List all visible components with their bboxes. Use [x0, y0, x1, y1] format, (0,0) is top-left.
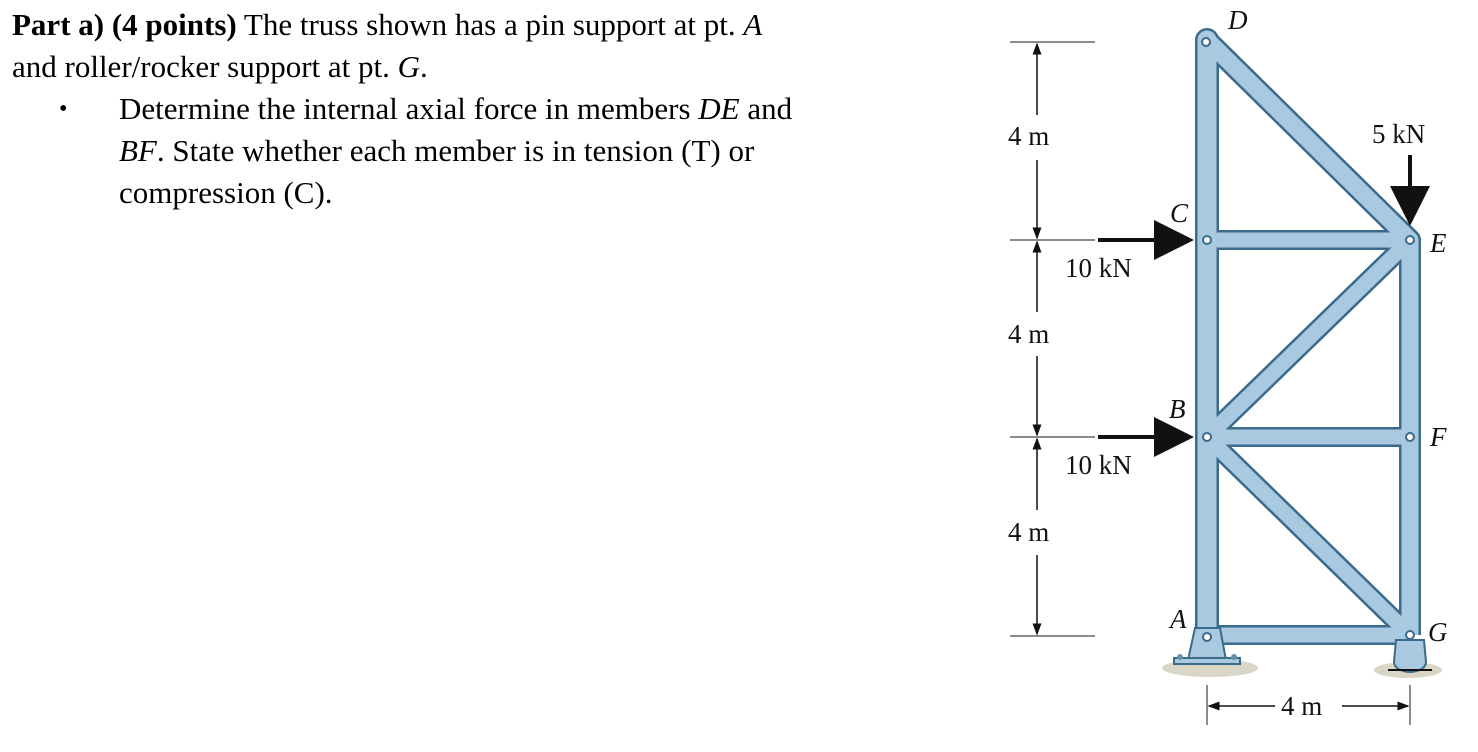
dim-label-seg2: 4 m	[1008, 319, 1050, 349]
point-a-ref: A	[743, 7, 763, 42]
dim-label-seg1: 4 m	[1008, 121, 1050, 151]
point-g-ref: G	[397, 49, 421, 84]
joint-label-e: E	[1430, 228, 1447, 258]
task-text-3: . State whether each member is in tension (T) or compression (C).	[119, 133, 755, 210]
intro-text-2: and roller/rocker support at pt.	[12, 49, 398, 84]
task-text-2: and	[739, 91, 793, 126]
pin-b	[1203, 433, 1211, 441]
intro-text-3: .	[420, 49, 428, 84]
load-label-c: 10 kN	[1065, 253, 1132, 283]
member-bg-fill	[1207, 437, 1410, 635]
load-label-b: 10 kN	[1065, 450, 1132, 480]
pin-g	[1406, 631, 1414, 639]
joint-label-g: G	[1428, 617, 1448, 647]
joint-label-a: A	[1170, 604, 1187, 634]
pin-c	[1203, 236, 1211, 244]
part-label: Part a) (4 points)	[12, 7, 237, 42]
load-label-e: 5 kN	[1372, 119, 1426, 149]
dim-label-seg3: 4 m	[1008, 517, 1050, 547]
bullet-icon: •	[59, 96, 68, 122]
joint-label-c: C	[1170, 198, 1189, 228]
member-be-fill	[1207, 240, 1410, 437]
joint-label-f: F	[1430, 422, 1447, 452]
member-bf-ref: BF	[119, 133, 157, 168]
member-de-ref: DE	[698, 91, 740, 126]
joint-label-b: B	[1169, 394, 1186, 424]
intro-text-1: The truss shown has a pin support at pt.	[236, 7, 744, 42]
dim-label-base: 4 m	[1281, 691, 1323, 721]
pin-e	[1406, 236, 1414, 244]
pin-d	[1202, 38, 1210, 46]
pin-f	[1406, 433, 1414, 441]
task-text-1: Determine the internal axial force in members	[119, 91, 699, 126]
joint-label-d: D	[1228, 5, 1248, 35]
